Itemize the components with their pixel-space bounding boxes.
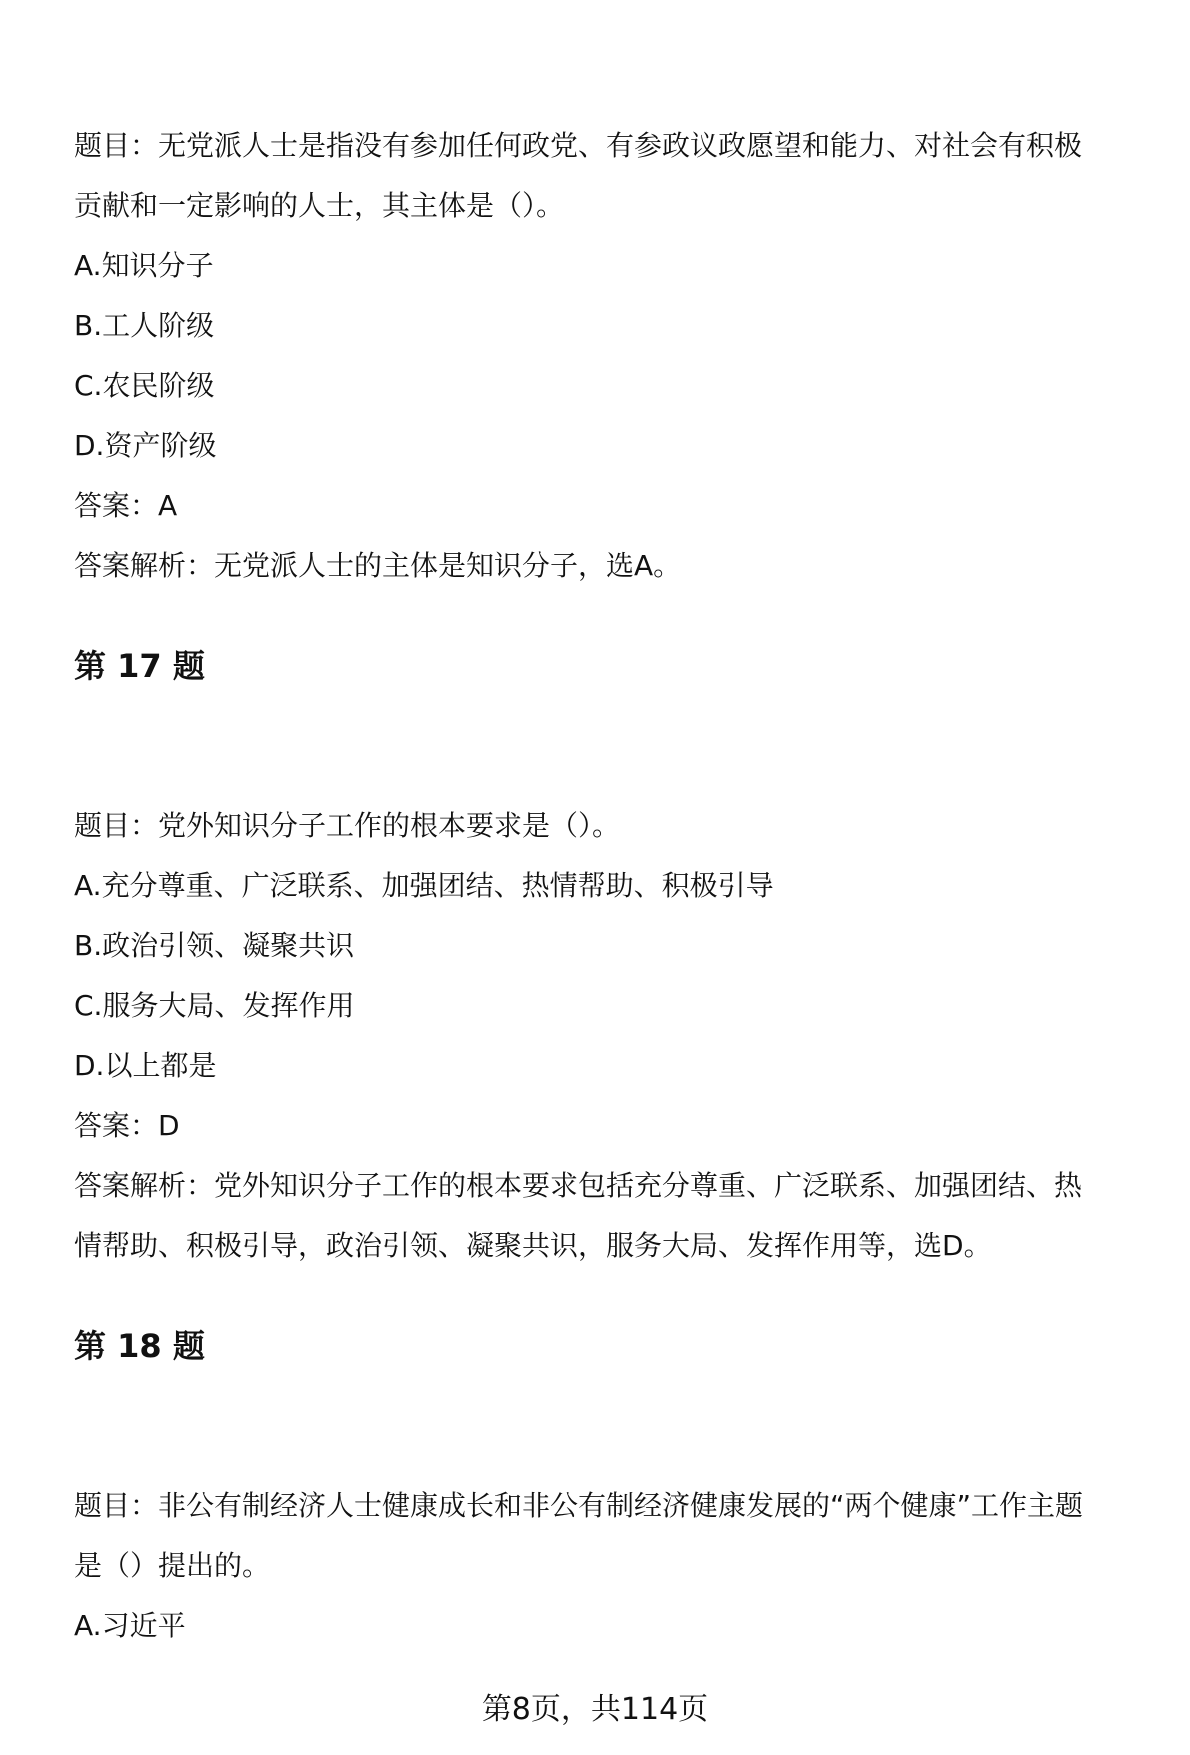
page-number-footer: 第8页，共114页: [481, 1692, 709, 1727]
q16-option-a: A.知识分子: [74, 249, 214, 282]
q16-explanation-line1: 答案解析：无党派人士的主体是知识分子，选A。: [74, 549, 682, 582]
q18-question-line2: 是（）提出的。: [74, 1549, 271, 1582]
q18-option-a: A.习近平: [74, 1609, 186, 1642]
q17-explanation-line2: 情帮助、积极引导，政治引领、凝聚共识，服务大局、发挥作用等，选D。: [74, 1229, 992, 1262]
q17-question-line1: 题目：党外知识分子工作的根本要求是（）。: [74, 809, 621, 842]
q16-question-line1: 题目：无党派人士是指没有参加任何政党、有参政议政愿望和能力、对社会有积极: [74, 129, 1083, 162]
q17-option-b: B.政治引领、凝聚共识: [74, 929, 355, 962]
q18-question-line1: 题目：非公有制经济人士健康成长和非公有制经济健康发展的“两个健康”工作主题: [74, 1489, 1084, 1522]
q17-option-a: A.充分尊重、广泛联系、加强团结、热情帮助、积极引导: [74, 869, 774, 902]
q17-explanation-line1: 答案解析：党外知识分子工作的根本要求包括充分尊重、广泛联系、加强团结、热: [74, 1169, 1083, 1202]
q16-option-c: C.农民阶级: [74, 369, 215, 402]
q17-answer: 答案：D: [74, 1109, 180, 1142]
q16-answer: 答案：A: [74, 489, 178, 522]
q16-option-d: D.资产阶级: [74, 429, 217, 462]
q17-option-d: D.以上都是: [74, 1049, 217, 1082]
q16-option-b: B.工人阶级: [74, 309, 215, 342]
q16-question-line2: 贡献和一定影响的人士，其主体是（）。: [74, 189, 565, 222]
q17-heading: 第 17 题: [74, 647, 205, 685]
q18-heading: 第 18 题: [74, 1327, 205, 1365]
q17-option-c: C.服务大局、发挥作用: [74, 989, 355, 1022]
